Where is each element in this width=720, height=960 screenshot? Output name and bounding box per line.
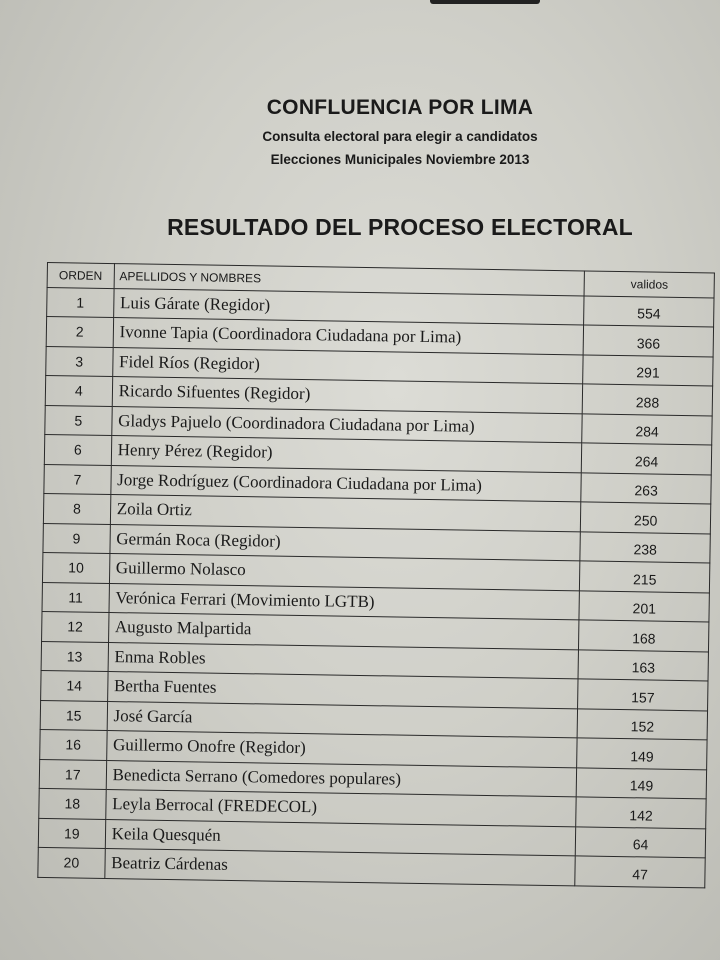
candidate-name-cell: Luis Gárate (Regidor) (113, 288, 584, 325)
valid-votes-cell: 238 (580, 531, 710, 563)
organization-title: CONFLUENCIA POR LIMA (266, 96, 534, 119)
valid-votes-cell: 47 (575, 856, 705, 888)
orden-cell: 20 (38, 847, 105, 878)
candidate-name-cell: Benedicta Serrano (Comedores populares) (106, 760, 577, 797)
valid-votes-cell: 264 (582, 443, 712, 475)
candidate-name-cell: Bertha Fuentes (107, 672, 578, 709)
candidate-name-cell: Enma Robles (108, 642, 579, 679)
orden-cell: 5 (45, 405, 112, 436)
candidate-name-cell: Ricardo Sifuentes (Regidor) (112, 377, 583, 414)
candidate-name-cell: Guillermo Nolasco (109, 554, 580, 591)
candidate-name-cell: Germán Roca (Regidor) (110, 524, 581, 561)
orden-cell: 6 (44, 434, 111, 465)
valid-votes-cell: 157 (578, 679, 708, 711)
orden-cell: 12 (42, 611, 109, 642)
valid-votes-cell: 168 (579, 620, 709, 652)
candidate-name-cell: Beatriz Cárdenas (105, 848, 576, 885)
results-table (37, 262, 715, 888)
valid-votes-cell: 263 (581, 472, 711, 504)
candidate-name-cell: José García (107, 701, 578, 738)
valid-votes-cell: 284 (582, 413, 712, 445)
candidate-name-cell: Leyla Berrocal (FREDECOL) (105, 789, 576, 826)
valid-votes-cell: 142 (576, 797, 706, 829)
orden-cell: 10 (42, 552, 109, 583)
valid-votes-cell: 149 (577, 738, 707, 770)
valid-votes-cell: 163 (578, 649, 708, 681)
orden-cell: 4 (45, 375, 112, 406)
orden-cell: 14 (41, 670, 108, 701)
valid-votes-cell: 250 (581, 502, 711, 534)
orden-cell: 15 (40, 700, 107, 731)
column-header-validos: validos (584, 271, 714, 298)
orden-cell: 9 (43, 523, 110, 554)
candidate-name-cell: Fidel Ríos (Regidor) (112, 347, 583, 384)
candidate-name-cell: Jorge Rodríguez (Coordinadora Ciudadana por Lima) (111, 465, 582, 502)
valid-votes-cell: 201 (579, 590, 709, 622)
valid-votes-cell: 152 (577, 708, 707, 740)
orden-cell: 11 (42, 582, 109, 613)
candidate-name-cell: Ivonne Tapia (Coordinadora Ciudadana por Lima) (113, 318, 584, 355)
valid-votes-cell: 554 (584, 295, 714, 327)
orden-cell: 16 (40, 729, 107, 760)
valid-votes-cell: 366 (583, 325, 713, 357)
candidate-name-cell: Augusto Malpartida (108, 613, 579, 650)
orden-cell: 18 (39, 788, 106, 819)
consultation-subtitle: Consulta electoral para elegir a candidatos (262, 129, 538, 144)
results-title: RESULTADO DEL PROCESO ELECTORAL (167, 214, 633, 240)
orden-cell: 8 (43, 493, 110, 524)
candidate-name-cell: Henry Pérez (Regidor) (111, 436, 582, 473)
orden-cell: 2 (46, 317, 113, 348)
valid-votes-cell: 215 (580, 561, 710, 593)
orden-cell: 1 (47, 287, 114, 318)
candidate-name-cell: Verónica Ferrari (Movimiento LGTB) (109, 583, 580, 620)
candidate-name-cell: Zoila Ortiz (110, 495, 581, 532)
candidate-name-cell: Keila Quesquén (105, 819, 576, 856)
orden-cell: 3 (46, 346, 113, 377)
column-header-orden: ORDEN (47, 263, 114, 289)
orden-cell: 19 (38, 818, 105, 849)
orden-cell: 7 (44, 464, 111, 495)
candidate-name-cell: Gladys Pajuelo (Coordinadora Ciudadana por Lima) (111, 406, 582, 443)
column-header-names: APELLIDOS Y NOMBRES (114, 264, 585, 296)
valid-votes-cell: 288 (583, 384, 713, 416)
paper-edge-mark (430, 0, 540, 4)
valid-votes-cell: 149 (576, 767, 706, 799)
elections-subtitle: Elecciones Municipales Noviembre 2013 (270, 152, 530, 167)
orden-cell: 17 (39, 759, 106, 790)
valid-votes-cell: 64 (576, 826, 706, 858)
valid-votes-cell: 291 (583, 354, 713, 386)
results-table-body (38, 287, 714, 887)
candidate-name-cell: Guillermo Onofre (Regidor) (106, 730, 577, 767)
orden-cell: 13 (41, 641, 108, 672)
